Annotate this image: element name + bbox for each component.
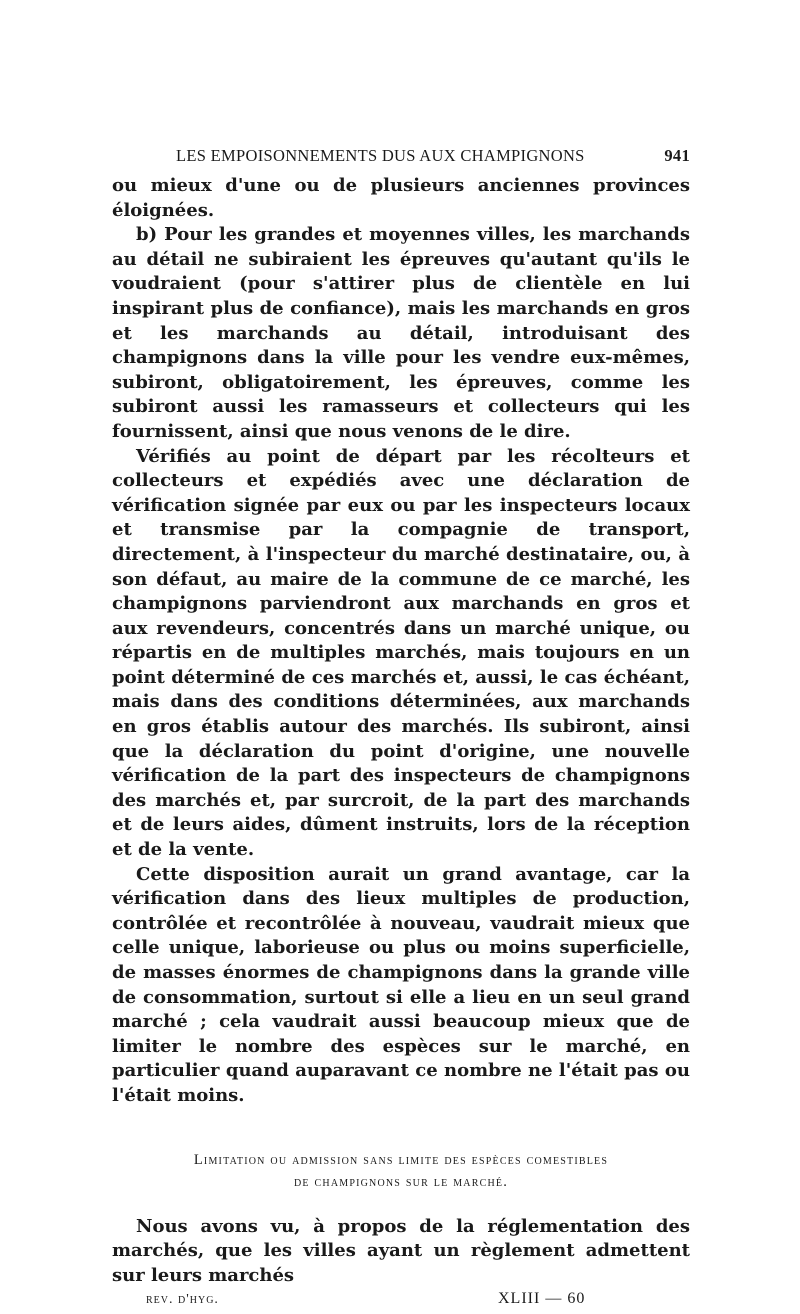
journal-signature: rev. d'hyg. <box>146 1292 219 1308</box>
section-heading-line-1: Limitation ou admission sans limite des espèces comestibles <box>193 1151 609 1168</box>
paragraph-verification: Vérifiés au point de départ par les récolteurs et collecteurs et expédiés avec une déclaration de vérification signée par eux ou par les inspecteurs locaux et transmise par la compagnie de transport, directement, à l'inspecteur du marché destinataire, ou, à son défaut, au maire de la commune de ce marché, les champignons parviendront aux marchands en gros et aux revendeurs, concentrés dans un marché unique, ou répartis en de multiples marchés, mais toujours en un point déterminé de ces marchés et, aussi, le cas échéant, mais dans des conditions déterminées, aux marchands en gros établis autour des marchés. Ils subiront, ainsi que la déclaration du point d'origine, une nouvelle vérification de la part des inspecteurs de champignons des marchés et, par surcroit, de la part des marchands et de leurs aides, dûment instruits, lors de la réception et de la vente. <box>112 445 690 861</box>
paragraph-continuation: ou mieux d'une ou de plusieurs anciennes provinces éloignées. <box>112 175 690 221</box>
page-number: 941 <box>664 146 690 165</box>
volume-signature: XLIII — 60 <box>498 1290 586 1308</box>
document-page <box>112 142 690 1314</box>
closing-text <box>112 1215 690 1289</box>
page-footer <box>112 1290 690 1314</box>
body-text <box>112 174 690 1109</box>
running-title: LES EMPOISONNEMENTS DUS AUX CHAMPIGNONS <box>176 146 585 165</box>
paragraph-closing: Nous avons vu, à propos de la réglementation des marchés, que les villes ayant un règlement admettent sur leurs marchés <box>112 1215 690 1286</box>
running-header <box>112 142 690 172</box>
section-heading <box>112 1149 690 1193</box>
paragraph-disposition: Cette disposition aurait un grand avantage, car la vérification dans des lieux multiples de production, contrôlée et recontrôlée à nouveau, vaudrait mieux que celle unique, laborieuse ou plus ou moins superficielle, de masses énormes de champignons dans la grande ville de consommation, surtout si elle a lieu en un seul grand marché ; cela vaudrait aussi beaucoup mieux que de limiter le nombre des espèces sur le marché, en particulier quand auparavant ce nombre ne l'était pas ou l'était moins. <box>112 863 690 1106</box>
section-heading-line-2: de champignons sur le marché. <box>293 1173 509 1190</box>
paragraph-b: b) Pour les grandes et moyennes villes, les marchands au détail ne subiraient les épreuves qu'autant qu'ils le voudraient (pour s'attirer plus de clientèle en lui inspirant plus de confiance), mais les marchands en gros et les marchands au détail, introduisant des champignons dans la ville pour les vendre eux-mêmes, subiront, obligatoirement, les épreuves, comme les subiront aussi les ramasseurs et collecteurs qui les fournissent, ainsi que nous venons de le dire. <box>112 224 690 442</box>
